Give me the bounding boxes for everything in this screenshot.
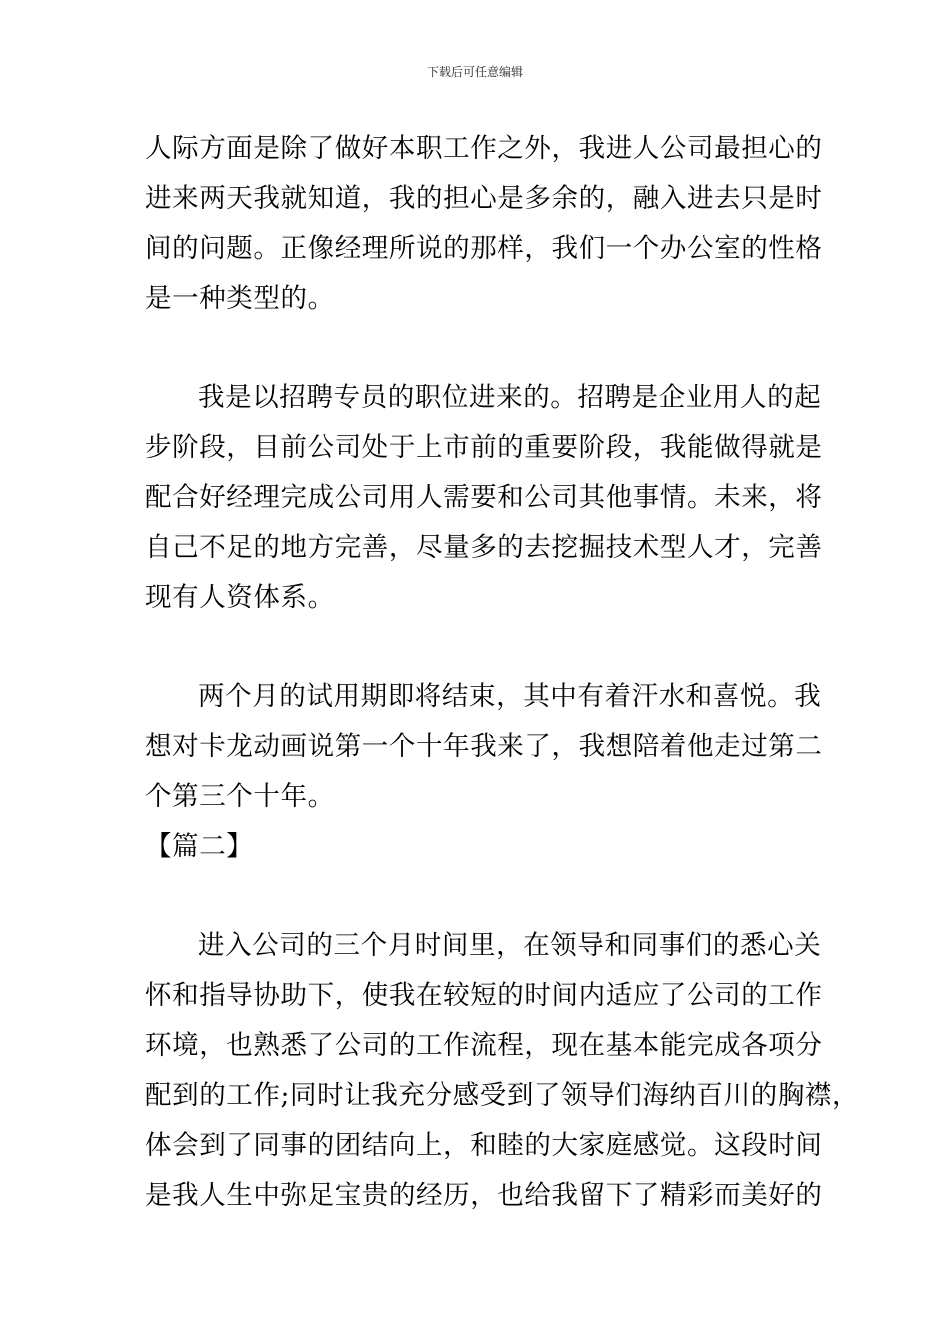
section-heading: 【篇二】 bbox=[145, 831, 254, 862]
paragraph-line: 进入公司的三个月时间里，在领导和同事们的悉心关 bbox=[198, 930, 822, 961]
paragraph-line: 配到的工作;同时让我充分感受到了领导们海纳百川的胸襟， bbox=[145, 1080, 860, 1111]
page-header: 下载后可任意编辑 bbox=[426, 65, 523, 79]
paragraph-line: 我是以招聘专员的职位进来的。招聘是企业用人的起 bbox=[198, 382, 822, 413]
paragraph-line: 怀和指导协助下，使我在较短的时间内适应了公司的工作 bbox=[145, 980, 823, 1011]
paragraph-line: 自己不足的地方完善，尽量多的去挖掘技术型人才，完善 bbox=[145, 532, 823, 563]
paragraph-line: 人际方面是除了做好本职工作之外，我进人公司最担心的 bbox=[145, 133, 823, 164]
paragraph-line: 两个月的试用期即将结束，其中有着汗水和喜悦。我 bbox=[198, 681, 822, 712]
paragraph-line: 是一种类型的。 bbox=[145, 283, 335, 314]
paragraph-line: 个第三个十年。 bbox=[145, 781, 335, 812]
paragraph-line: 想对卡龙动画说第一个十年我来了，我想陪着他走过第二 bbox=[145, 731, 823, 762]
paragraph-line: 现有人资体系。 bbox=[145, 582, 335, 613]
paragraph-line: 环境，也熟悉了公司的工作流程，现在基本能完成各项分 bbox=[145, 1030, 823, 1061]
paragraph-line: 间的问题。正像经理所说的那样，我们一个办公室的性格 bbox=[145, 233, 823, 264]
paragraph-line: 配合好经理完成公司用人需要和公司其他事情。未来，将 bbox=[145, 482, 823, 513]
paragraph-line: 是我人生中弥足宝贵的经历，也给我留下了精彩而美好的 bbox=[145, 1180, 823, 1211]
paragraph-line: 体会到了同事的团结向上，和睦的大家庭感觉。这段时间 bbox=[145, 1130, 823, 1161]
paragraph-line: 步阶段，目前公司处于上市前的重要阶段，我能做得就是 bbox=[145, 432, 823, 463]
paragraph-line: 进来两天我就知道，我的担心是多余的，融入进去只是时 bbox=[145, 183, 823, 214]
